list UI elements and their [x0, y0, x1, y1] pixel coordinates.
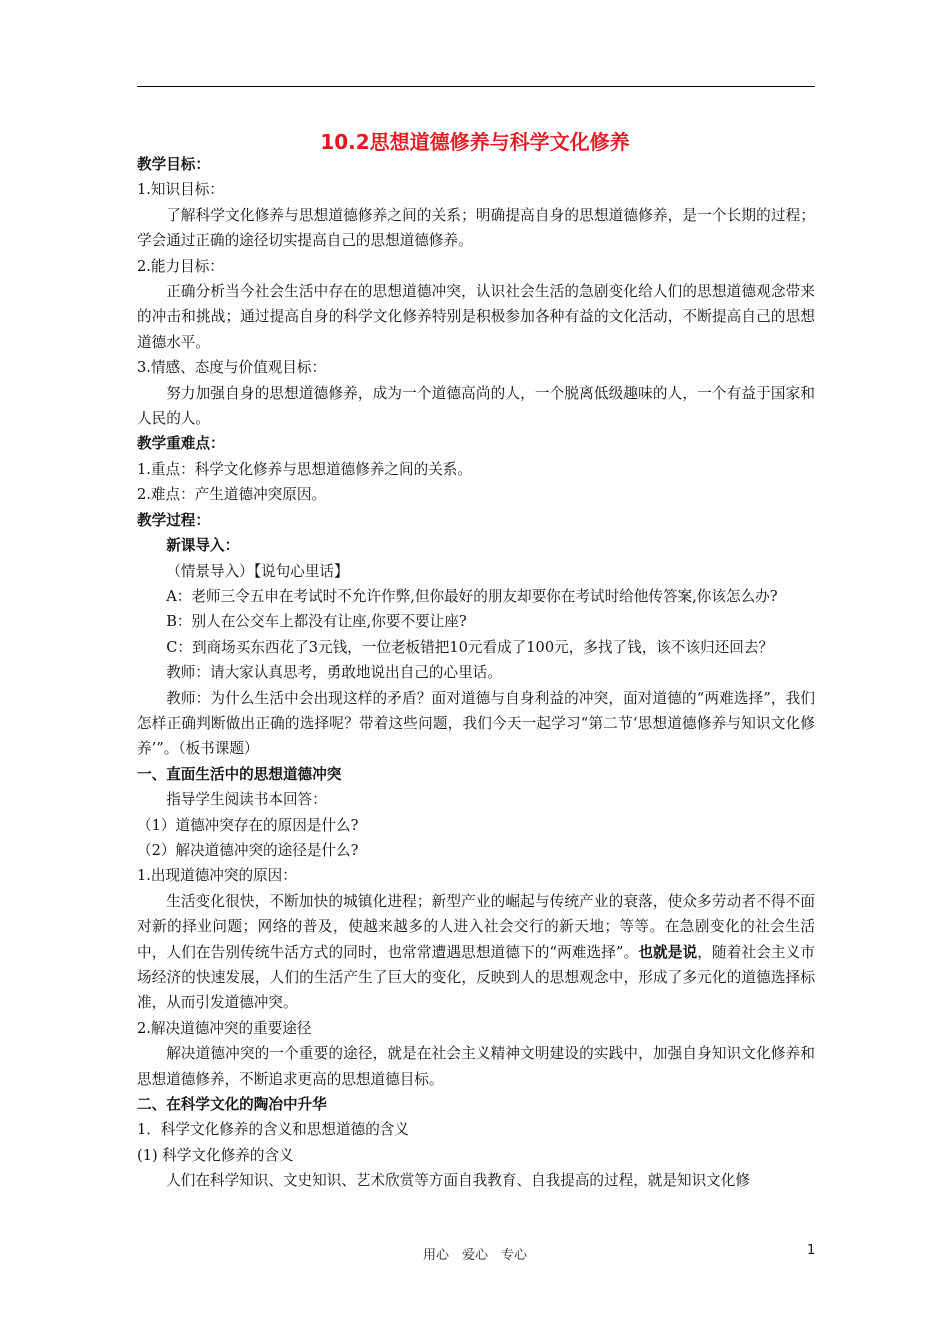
- paragraph: （情景导入）【说句心里话】: [166, 562, 349, 580]
- paragraph-text: 生活变化很快，不断加快的城镇化进程；新型产业的崛起与传统产业的衰落，使众多劳动者不得不面对新的择业问题；网络的普及，使越来越多的人进入社会交行的新天地；等等。在急剧变化的社会生活中，人们在告别传统牛活方式的同时，也常常遭遇思想道德下的“两难选择”。: [137, 892, 815, 961]
- section-heading: 教学重难点：: [137, 435, 225, 453]
- page-title: 10.2思想道德修养与科学文化修养: [320, 130, 630, 154]
- paragraph: C：到商场买东西花了3元钱，一位老板错把10元看成了100元，多找了钱，该不该归还回去？: [166, 638, 774, 656]
- paragraph: A：老师三令五申在考试时不允许作弊,但你最好的朋友却要你在考试时给他传答案,你该怎么办?: [166, 587, 778, 605]
- list-item: 1.重点：科学文化修养与思想道德修养之间的关系。: [137, 460, 472, 478]
- paragraph: B：别人在公交车上都没有让座,你要不要让座?: [166, 613, 467, 631]
- section-heading: 一、直面生活中的思想道德冲突: [137, 765, 342, 783]
- paragraph: 努力加强自身的思想道德修养，成为一个道德高尚的人，一个脱离低级趣味的人，一个有益于国家和人民的人。: [137, 384, 815, 428]
- list-item: （1）道德冲突存在的原因是什么?: [137, 816, 359, 834]
- paragraph: 了解科学文化修养与思想道德修养之间的关系；明确提高自身的思想道德修养，是一个长期的过程；学会通过正确的途径切实提高自己的思想道德修养。: [137, 206, 815, 250]
- subheading: 2.能力目标：: [137, 257, 224, 275]
- section-heading: 教学目标：: [137, 156, 210, 173]
- paragraph: 教师：为什么生活中会出现这样的矛盾？面对道德与自身利益的冲突，面对道德的“两难选择”，我们怎样正确判断做出正确的选择呢？带着这些问题，我们今天一起学习“第二节‘思想道德修养与知识文化修养’”。（板书课题）: [137, 689, 815, 758]
- section-heading: 教学过程：: [137, 511, 210, 529]
- paragraph: [137, 889, 815, 1016]
- subheading: 新课导入：: [166, 537, 240, 555]
- paragraph-text: ，随着社会主义市场经济的快速发展，人们的生活产生了巨大的变化，反映到人的思想观念中，形成了多元化的道德选择标准，从而引发道德冲突。: [137, 943, 815, 1012]
- paragraph: 指导学生阅读书本回答：: [166, 791, 327, 809]
- subheading: 3.情感、态度与价值观目标：: [137, 359, 327, 377]
- header-rule: [137, 86, 815, 87]
- paragraph: 教师：请大家认真思考，勇敢地说出自己的心里话。: [166, 664, 502, 682]
- list-item: 2.难点：产生道德冲突原因。: [137, 486, 327, 504]
- subheading: 1.知识目标：: [137, 181, 224, 199]
- document-body: [137, 152, 815, 1194]
- subheading: 1.出现道德冲突的原因：: [137, 867, 297, 885]
- list-item: （2）解决道德冲突的途径是什么?: [137, 841, 359, 859]
- subheading: (1) 科学文化修养的含义: [137, 1146, 294, 1164]
- paragraph: 人们在科学知识、文史知识、艺术欣赏等方面自我教育、自我提高的过程，就是知识文化修: [166, 1172, 750, 1190]
- paragraph: 解决道德冲突的一个重要的途径，就是在社会主义精神文明建设的实践中，加强自身知识文化修养和思想道德修养，不断追求更高的思想道德目标。: [137, 1045, 815, 1088]
- subheading: 1．科学文化修养的含义和思想道德的含义: [137, 1121, 409, 1139]
- emphasis-text: 也就是说: [638, 943, 698, 961]
- page-number: 1: [807, 1243, 816, 1258]
- paragraph: 正确分析当今社会生活中存在的思想道德冲突，认识社会生活的急剧变化给人们的思想道德观念带来的冲击和挑战；通过提高自身的科学文化修养特别是积极参加各种有益的文化活动，不断提高自己的思想道德水平。: [137, 283, 815, 351]
- section-heading: 二、在科学文化的陶冶中升华: [137, 1096, 327, 1114]
- page-footer: 用心 爱心 专心: [422, 1248, 527, 1263]
- subheading: 2.解决道德冲突的重要途径: [137, 1019, 312, 1037]
